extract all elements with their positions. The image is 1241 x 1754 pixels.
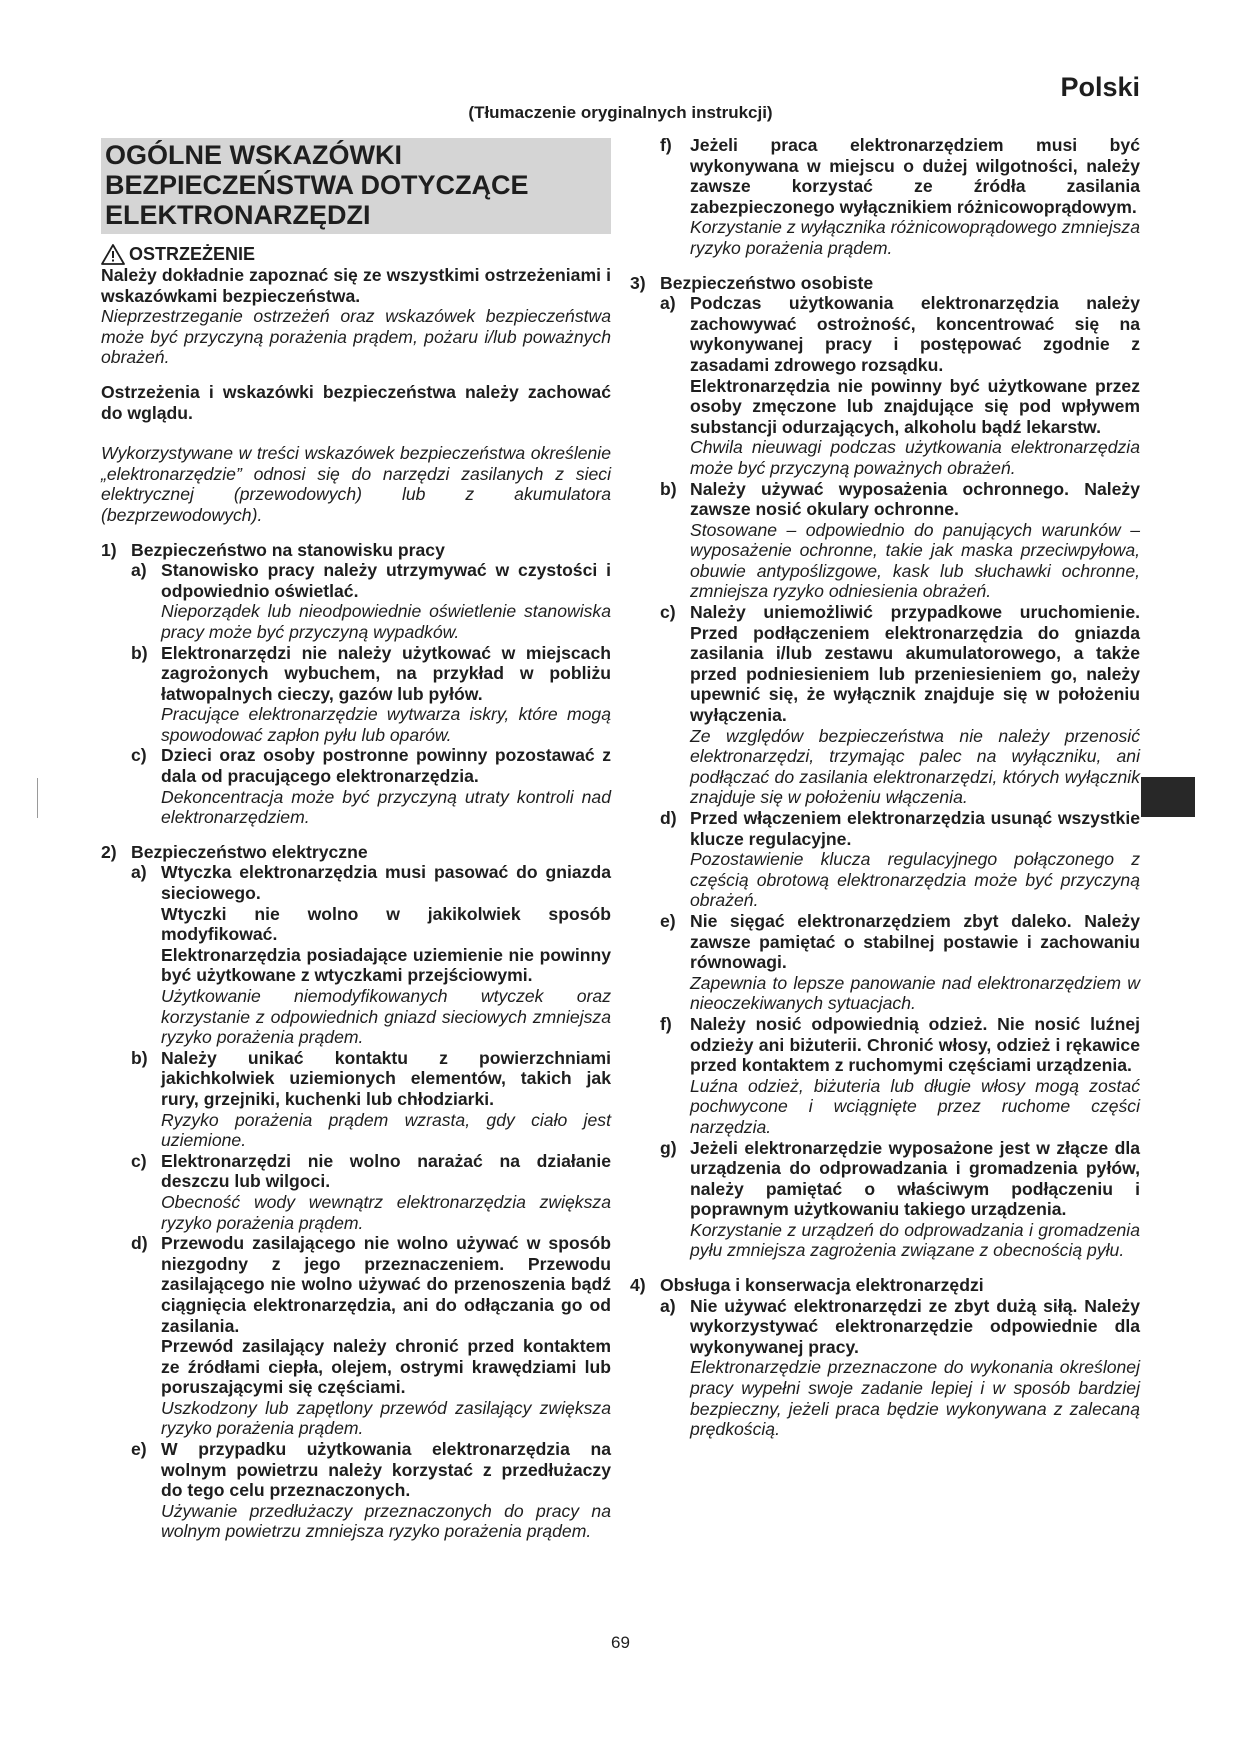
warning-bold-text: Należy dokładnie zapoznać się ze wszystkimi ostrzeżeniami i wskazówkami bezpieczeństwa. <box>101 265 611 306</box>
section-1-heading: 1) Bezpieczeństwo na stanowisku pracy <box>101 539 445 560</box>
page-number: 69 <box>611 1633 630 1652</box>
section-3-item-e: e) Nie sięgać elektronarzędziem zbyt daleko. Należy zawsze pamiętać o stabilnej postawie i zachowaniu równowagi. Zapewnia to lepsze panowanie nad elektronarzędziem w nieoczekiwanych sytuacjach. <box>660 910 1140 1014</box>
section-3-item-g: g) Jeżeli elektronarzędzie wyposażone jest w złącze dla urządzenia do odprowadzania i gromadzenia pyłów, należy pamiętać o właściwym podłączeniu i poprawnym użytkowaniu takiego urządzenia. Korzystanie z urządzeń do odprowadzania i gromadzenia pyłu zmniejsza zagrożenia związane z obecnością pyłu. <box>660 1137 1140 1261</box>
warning-italic-text: Nieprzestrzeganie ostrzeżeń oraz wskazówek bezpieczeństwa może być przyczyną porażenia prądem, pożaru i/lub poważnych obrażeń. <box>101 306 611 368</box>
section-1-item-c: c) Dzieci oraz osoby postronne powinny pozostawać z dala od pracującego elektronarzędzia. Dekoncentracja może być przyczyną utraty kontroli nad elektronarzędziem. <box>131 745 611 828</box>
warning-heading <box>101 244 611 265</box>
section-4-heading: 4) Obsługa i konserwacja elektronarzędzi <box>630 1275 984 1296</box>
section-3-item-f: f) Należy nosić odpowiednią odzież. Nie nosić luźnej odzieży ani biżuterii. Chronić włosy, odzież i rękawice przed kontaktem z ruchomymi częściami urządzenia. Luźna odzież, biżuteria lub długie włosy mogą zostać pochwycone i wciągnięte przez ruchome części narzędzia. <box>660 1013 1140 1137</box>
section-2-item-a: a) Wtyczka elektronarzędzia musi pasować do gniazda sieciowego. Wtyczki nie wolno w jakikolwiek sposób modyfikować. Elektronarzędzia posiadające uziemienie nie powinny być użytkowane z wtyczkami przejściowymi. Użytkowanie niemodyfikowanych wtyczek oraz korzystanie z odpowiednich gniazd sieciowych zmniejsza ryzyko porażenia prądem. <box>131 862 611 1048</box>
language-thumb-tab <box>1141 777 1195 817</box>
margin-mark <box>37 778 38 818</box>
section-2-item-d: d) Przewodu zasilającego nie wolno używać w sposób niezgodny z jego przeznaczeniem. Przewodu zasilającego nie wolno używać do przenoszenia bądź ciągnięcia elektronarzędzia, ani do odłączania go od zasilania. Przewód zasilający należy chronić przed kontaktem ze źródłami ciepła, olejem, ostrymi krawędziami lub poruszającymi się częściami. Uszkodzony lub zapętlony przewód zasilający zwiększa ryzyko porażenia prądem. <box>131 1233 611 1439</box>
page-title: OGÓLNE WSKAZÓWKI BEZPIECZEŃSTWA DOTYCZĄCE ELEKTRONARZĘDZI <box>101 138 611 234</box>
definition-text: Wykorzystywane w treści wskazówek bezpieczeństwa określenie „elektronarzędzie” odnosi się do narzędzi zasilanych z sieci elektrycznej (przewodowych) lub z akumulatora (bezprzewodowych). <box>101 443 611 525</box>
section-2-item-e: e) W przypadku użytkowania elektronarzędzia na wolnym powietrzu należy korzystać z przedłużaczy do tego celu przeznaczonych. Używanie przedłużaczy przeznaczonych do pracy na wolnym powietrzu zmniejsza ryzyko porażenia prądem. <box>131 1439 611 1542</box>
right-column <box>630 135 1140 1440</box>
section-2-item-c: c) Elektronarzędzi nie wolno narażać na działanie deszczu lub wilgoci. Obecność wody wewnątrz elektronarzędzia zwiększa ryzyko porażenia prądem. <box>131 1150 611 1233</box>
section-2-item-f: f) Jeżeli praca elektronarzędziem musi być wykonywana w miejscu o dużej wilgotności, należy zawsze korzystać ze źródła zasilania zabezpieczonego wyłącznikiem różnicowoprądowym. Korzystanie z wyłącznika różnicowoprądowego zmniejsza ryzyko porażenia prądem. <box>660 135 1140 258</box>
section-3-item-a: a) Podczas użytkowania elektronarzędzia należy zachowywać ostrożność, koncentrować się na wykonywanej pracy i postępować zgodnie z zasadami zdrowego rozsądku. Elektronarzędzia nie powinny być użytkowane przez osoby zmęczone lub znajdujące się pod wpływem substancji odurzających, alkoholu bądź lekarstw. Chwila nieuwagi podczas użytkowania elektronarzędzia może być przyczyną poważnych obrażeń. <box>660 293 1140 478</box>
keep-instructions-text: Ostrzeżenia i wskazówki bezpieczeństwa należy zachować do wglądu. <box>101 381 611 423</box>
section-1-item-a: a) Stanowisko pracy należy utrzymywać w czystości i odpowiednio oświetlać. Nieporządek lub nieodpowiednie oświetlenie stanowiska pracy może być przyczyną wypadków. <box>131 560 611 642</box>
section-1-item-b: b) Elektronarzędzi nie należy użytkować w miejscach zagrożonych wybuchem, na przykład w pobliżu łatwopalnych cieczy, gazów lub pyłów. Pracujące elektronarzędzie wytwarza iskry, które mogą spowodować zapłon pyłu lub oparów. <box>131 642 611 745</box>
section-3-item-b: b) Należy używać wyposażenia ochronnego. Należy zawsze nosić okulary ochronne. Stosowane – odpowiednio do panujących warunków – wyposażenie ochronne, takie jak maska przeciwpyłowa, obuwie antypoślizgowe, kask lub słuchawki ochronne, zmniejsza ryzyko odniesienia obrażeń. <box>660 478 1140 602</box>
translation-subtitle: (Tłumaczenie oryginalnych instrukcji) <box>468 103 773 122</box>
warning-triangle-icon <box>101 244 125 265</box>
section-3-item-d: d) Przed włączeniem elektronarzędzia usunąć wszystkie klucze regulacyjne. Pozostawienie klucza regulacyjnego połączonego z częścią obrotową elektronarzędzia może być przyczyną obrażeń. <box>660 808 1140 911</box>
warning-label: OSTRZEŻENIE <box>129 244 256 265</box>
left-column <box>101 138 611 1542</box>
section-2-item-b: b) Należy unikać kontaktu z powierzchniami jakichkolwiek uziemionych elementów, takich jak rury, grzejniki, kuchenki lub chłodziarki. Ryzyko porażenia prądem wzrasta, gdy ciało jest uziemione. <box>131 1047 611 1151</box>
section-3-heading: 3) Bezpieczeństwo osobiste <box>630 272 874 293</box>
language-label: Polski <box>1060 72 1140 102</box>
section-2-heading: 2) Bezpieczeństwo elektryczne <box>101 841 368 862</box>
section-3-item-c: c) Należy uniemożliwić przypadkowe uruchomienie. Przed podłączeniem elektronarzędzia do gniazda zasilania i/lub zestawu akumulatorowego, a także przed podniesieniem lub przeniesieniem go, należy upewnić się, że wyłącznik znajduje się w położeniu wyłączenia. Ze względów bezpieczeństwa nie należy przenosić elektronarzędzi, trzymając palec na wyłączniku, ani podłączać do zasilania elektronarzędzi, których wyłącznik znajduje się w położeniu włączenia. <box>660 602 1140 808</box>
section-4-item-a: a) Nie używać elektronarzędzi ze zbyt dużą siłą. Należy wykorzystywać elektronarzędzie odpowiednie dla wykonywanej pracy. Elektronarzędzie przeznaczone do wykonania określonej pracy wypełni swoje zadanie lepiej i w sposób bardziej bezpieczny, jeżeli praca będzie wykonywana z zalecaną prędkością. <box>660 1295 1140 1440</box>
